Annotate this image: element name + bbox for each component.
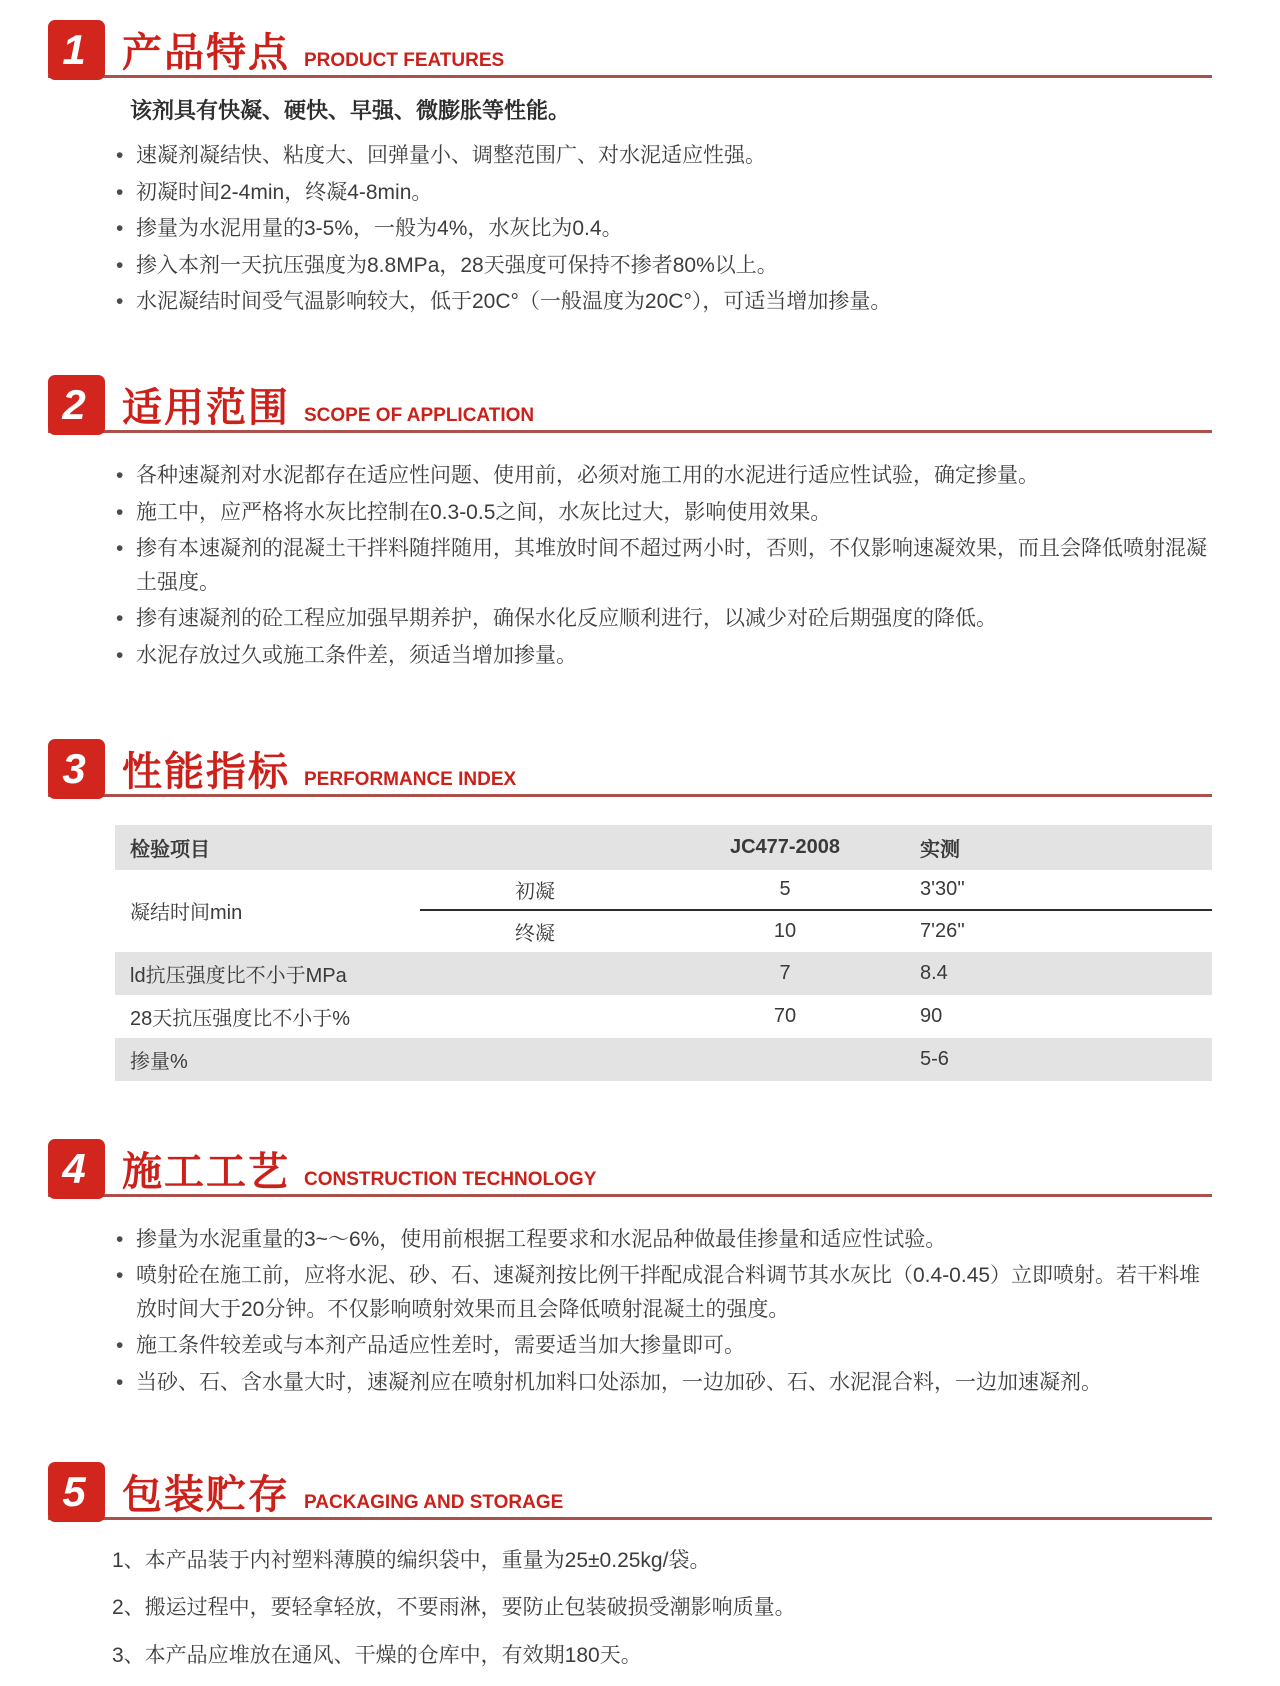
numbered-item: 1、本产品装于内衬塑料薄膜的编织袋中，重量为25±0.25kg/袋。: [112, 1548, 711, 1572]
section-title-en: PERFORMANCE INDEX: [304, 768, 517, 790]
bullet-item: • 水泥凝结时间受气温影响较大，低于20C°（一般温度为20C°），可适当增加掺量。: [112, 285, 1212, 319]
section-titles: [122, 385, 535, 430]
section-title-cn: 性能指标: [122, 749, 290, 794]
construction-bullet-list: [112, 1223, 1212, 1400]
bullet-item: • 掺量为水泥重量的3~～6%，使用前根据工程要求和水泥品种做最佳掺量和适应性试验。: [112, 1223, 1212, 1257]
section-title-cn: 施工工艺: [122, 1149, 290, 1194]
features-bullet-list: [112, 139, 1212, 319]
table-header-standard: JC477-2008: [729, 835, 841, 858]
bullet-item: • 水泥存放过久或施工条件差，须适当增加掺量。: [112, 639, 1212, 673]
section-title-en: PACKAGING AND STORAGE: [304, 1491, 564, 1513]
bullet-item: • 掺有本速凝剂的混凝土干拌料随拌随用，其堆放时间不超过两小时，否则，不仅影响速凝效果，而且会降低喷射混凝土强度。: [112, 532, 1212, 599]
table-cell-measured: 7'26'': [920, 919, 965, 942]
performance-table: [115, 825, 1212, 1081]
bullet-item: • 掺有速凝剂的砼工程应加强早期养护，确保水化反应顺利进行，以减少对砼后期强度的降低。: [112, 602, 1212, 636]
section-title-cn: 适用范围: [122, 385, 290, 430]
section-title-en: PRODUCT FEATURES: [304, 50, 505, 71]
bullet-item: • 初凝时间2-4min，终凝4-8min。: [112, 176, 1212, 210]
table-row-28d-strength: [115, 995, 1212, 1038]
section-performance-index: [0, 739, 1280, 1081]
numbered-item: 3、本产品应堆放在通风、干燥的仓库中，有效期180天。: [112, 1643, 642, 1667]
setting-time-subrows: [420, 870, 1212, 952]
table-subrow-initial-set: [420, 870, 1212, 911]
section-number-badge: 5: [48, 1462, 105, 1522]
table-cell-sublabel: 初凝: [515, 880, 555, 903]
table-cell-measured: 3'30'': [920, 877, 965, 900]
section-packaging-and-storage: [0, 1462, 1280, 1673]
table-header-item: 检验项目: [130, 838, 210, 861]
section-construction-technology: [0, 1139, 1280, 1400]
scope-bullet-list: [112, 459, 1212, 673]
section-titles: [122, 1149, 597, 1194]
section-header: [48, 1462, 1212, 1520]
table-cell-item: 掺量%: [130, 1050, 188, 1073]
packaging-item-list: [0, 1544, 1280, 1673]
table-subrow-final-set: [420, 911, 1212, 952]
table-cell-item: 28天抗压强度比不小于%: [130, 1007, 351, 1030]
section-number-badge: 4: [48, 1139, 105, 1199]
table-cell-standard: 7: [779, 961, 791, 984]
bullet-item: • 施工条件较差或与本剂产品适应性差时，需要适当加大掺量即可。: [112, 1329, 1212, 1363]
bullet-item: • 施工中，应严格将水灰比控制在0.3-0.5之间，水灰比过大，影响使用效果。: [112, 496, 1212, 530]
section-titles: [122, 1472, 564, 1517]
table-cell-standard: 70: [773, 1004, 797, 1027]
bullet-item: • 掺入本剂一天抗压强度为8.8MPa，28天强度可保持不掺者80%以上。: [112, 249, 1212, 283]
section-product-features: [0, 20, 1280, 319]
table-cell-standard: 10: [773, 919, 797, 942]
bullet-item: • 各种速凝剂对水泥都存在适应性问题、使用前，必须对施工用的水泥进行适应性试验，确定掺量。: [112, 459, 1212, 493]
table-row-dosage: [115, 1038, 1212, 1081]
section-title-cn: 包装贮存: [122, 1472, 290, 1517]
section-titles: [122, 749, 517, 794]
table-cell-measured: 90: [920, 1004, 943, 1027]
table-cell-standard: 5: [779, 877, 791, 900]
bullet-item: • 速凝剂凝结快、粘度大、回弹量小、调整范围广、对水泥适应性强。: [112, 139, 1212, 173]
section-title-en: CONSTRUCTION TECHNOLOGY: [304, 1168, 597, 1190]
table-header-row: [115, 825, 1212, 870]
table-row-1d-strength: [115, 952, 1212, 995]
table-cell-measured: 8.4: [920, 961, 948, 984]
section-number-badge: 1: [48, 20, 105, 80]
bullet-item: • 当砂、石、含水量大时，速凝剂应在喷射机加料口处添加，一边加砂、石、水泥混合料，一边加速凝剂。: [112, 1366, 1212, 1400]
section-header: [48, 739, 1212, 797]
table-cell-measured: 5-6: [920, 1047, 949, 1070]
section-title-en: SCOPE OF APPLICATION: [304, 404, 535, 426]
section-number-badge: 3: [48, 739, 105, 799]
table-cell-item: 凝结时间min: [130, 902, 243, 925]
table-row-setting-time: [115, 870, 1212, 952]
numbered-item: 2、搬运过程中，要轻拿轻放，不要雨淋，要防止包装破损受潮影响质量。: [112, 1596, 796, 1620]
section-titles: [122, 33, 504, 73]
bullet-item: • 喷射砼在施工前，应将水泥、砂、石、速凝剂按比例干拌配成混合料调节其水灰比（0.4-0.45）立即喷射。若干料堆放时间大于20分钟。不仅影响喷射效果而且会降低喷射混凝土的强度。: [112, 1259, 1212, 1326]
features-intro: 该剂具有快凝、硬快、早强、微膨胀等性能。: [130, 98, 571, 123]
section-title-cn: 产品特点: [122, 31, 290, 75]
bullet-item: • 掺量为水泥用量的3-5%，一般为4%，水灰比为0.4。: [112, 212, 1212, 246]
section-header: [48, 1139, 1212, 1197]
section-header: [48, 20, 1212, 78]
section-header: [48, 375, 1212, 433]
table-cell-item: ld抗压强度比不小于MPa: [130, 964, 347, 987]
table-header-measured: 实测: [920, 838, 960, 861]
table-cell-sublabel: 终凝: [515, 922, 555, 945]
section-scope-of-application: [0, 375, 1280, 673]
section-number-badge: 2: [48, 375, 105, 435]
